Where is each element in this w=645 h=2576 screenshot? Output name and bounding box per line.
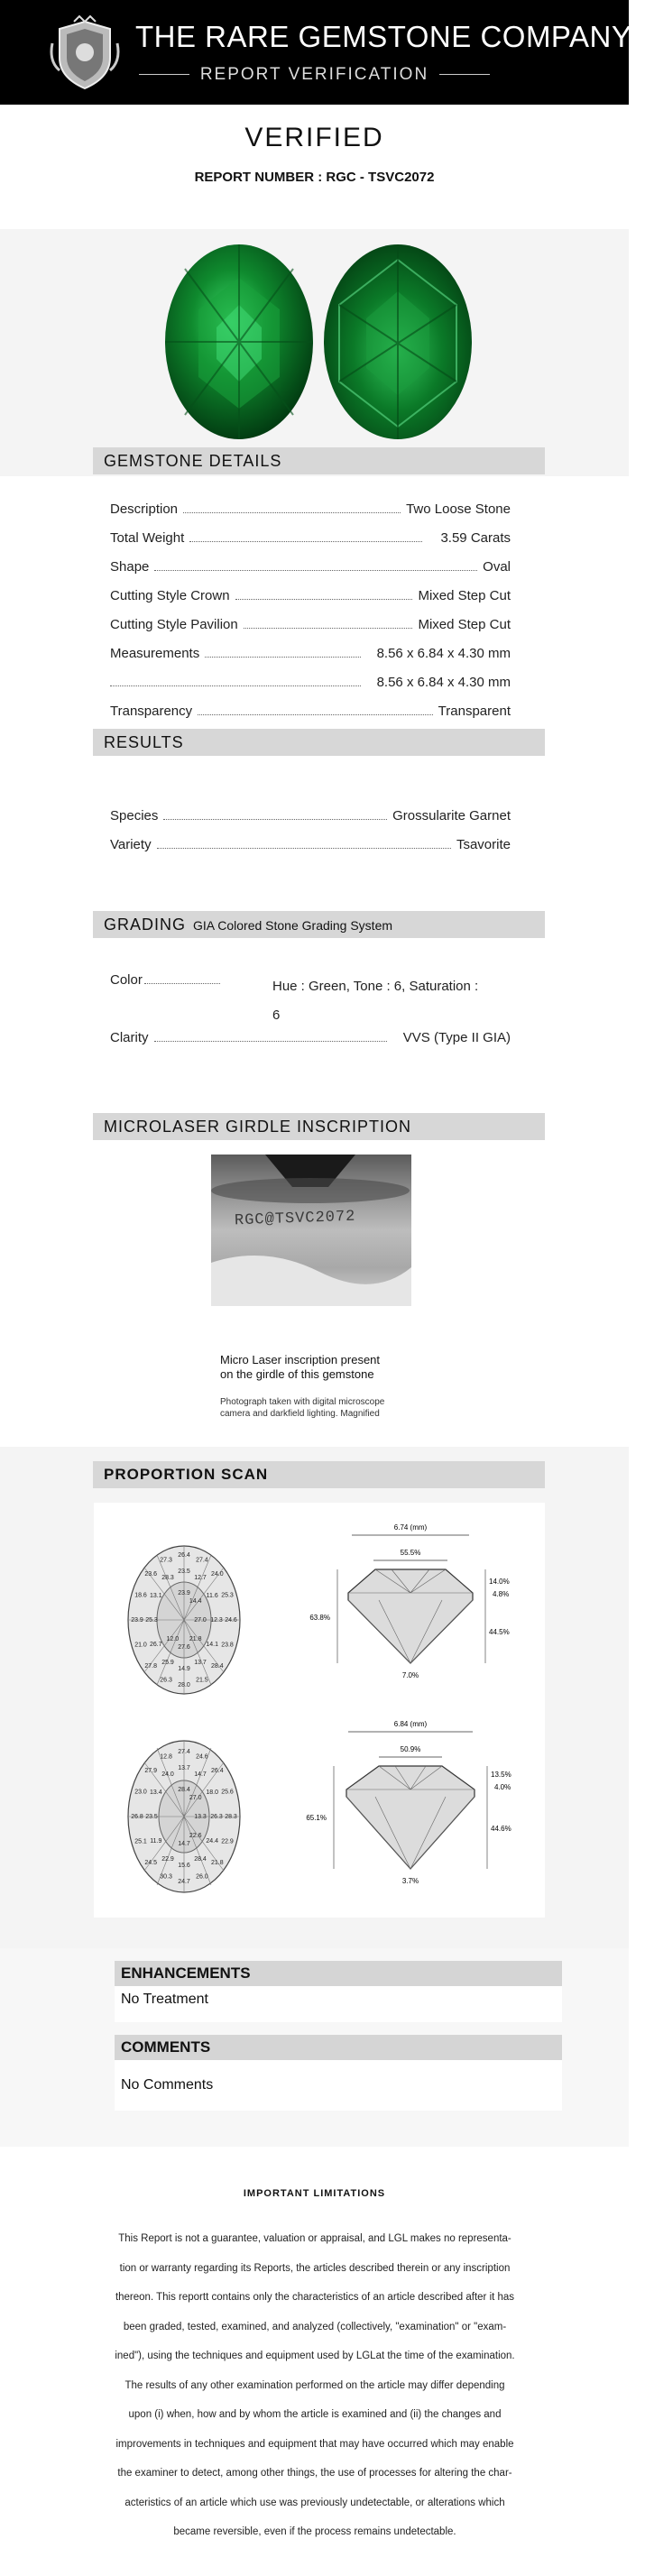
detail-row-cutting-pavilion: Cutting Style Pavilion Mixed Step Cut [110,617,511,632]
facet-angle-label: 14.4 [189,1597,202,1605]
microlaser-heading: MICROLASER GIRDLE INSCRIPTION [93,1113,545,1140]
microlaser-engraving-text: RGC@TSVC2072 [234,1208,356,1230]
microlaser-photo-note: Photograph taken with digital microscope camera and darkfield lighting. Magnified [220,1397,385,1419]
limitations-line: tion or warranty regarding its Reports, the articles described therein or any inscription [119,2262,511,2274]
limitations-line: acteristics of an article which use was previously undetectable, or alterations which [124,2497,505,2508]
facet-angle-label: 23.5 [178,1569,190,1575]
detail-row-measurements-2: 8.56 x 6.84 x 4.30 mm [110,675,511,696]
stone2-culet-label: 3.7% [401,1877,419,1885]
facet-angle-label: 22.6 [189,1833,202,1840]
grading-row-clarity: Clarity VVS (Type II GIA) [110,1030,511,1045]
facet-angle-label: 27.0 [194,1617,207,1624]
facet-angle-label: 26.0 [196,1873,208,1881]
facet-angle-label: 25.3 [145,1617,158,1624]
facet-angle-label: 12.3 [210,1617,223,1624]
facet-angle-label: 28.4 [210,1662,224,1670]
facet-angle-label: 24.0 [161,1771,174,1779]
results-row-variety: Variety Tsavorite [110,837,511,852]
facet-angle-label: 21.0 [134,1642,147,1649]
facet-angle-label: 26.4 [178,1552,190,1559]
facet-angle-label: 12.8 [160,1753,172,1761]
facet-angle-label: 25.6 [221,1789,234,1796]
report-number: REPORT NUMBER : RGC - TSVC2072 [194,170,435,185]
facet-angle-label: 25.3 [221,1592,234,1599]
facet-angle-label: 27.4 [196,1557,208,1564]
facet-angle-label: 28.4 [194,1855,207,1863]
detail-row-transparency: Transparency Transparent [110,704,511,719]
microlaser-inscription-photo [211,1155,411,1306]
facet-angle-label: 12.7 [194,1575,207,1582]
grading-color-label: Color [110,972,272,994]
detail-row-shape: Shape Oval [110,559,511,575]
limitations-text [106,2224,523,2547]
facet-angle-label: 23.9 [131,1617,143,1624]
facet-angle-label: 23.8 [221,1642,234,1649]
limitations-line: This Report is not a guarantee, valuation or appraisal, and LGL makes no representa- [118,2233,511,2244]
comments-value: No Comments [115,2060,562,2111]
detail-row-measurements: Measurements 8.56 x 6.84 x 4.30 mm [110,646,511,661]
facet-angle-label: 13.3 [194,1814,207,1820]
proportion-diagrams [94,1503,545,1918]
detail-row-cutting-crown: Cutting Style Crown Mixed Step Cut [110,588,511,603]
stone1-girdle-label: 4.8% [493,1590,510,1598]
facet-angle-label: 27.6 [178,1644,190,1651]
stone2-pavilion-label: 44.6% [491,1825,511,1833]
facet-angle-label: 11.9 [150,1838,162,1845]
limitations-line: the examiner to detect, among other things, the use of processes for altering the char- [117,2468,512,2479]
facet-angle-label: 24.4 [206,1838,219,1845]
facet-angle-label: 26.3 [160,1677,172,1684]
results-heading: RESULTS [93,729,545,756]
facet-angle-label: 26.3 [210,1814,223,1820]
facet-angle-label: 28.3 [225,1814,237,1820]
facet-angle-label: 27.8 [144,1662,158,1670]
gemstone-details-heading: GEMSTONE DETAILS [93,447,545,474]
facet-angle-label: 25.9 [161,1659,174,1666]
limitations-line: The results of any other examination performed on the article may differ depending [124,2379,505,2391]
limitations-line: been graded, tested, examined, and analyzed (collectively, "examination" or "exam- [123,2321,507,2332]
detail-row-total-weight: Total Weight 3.59 Carats [110,530,511,546]
facet-angle-label: 21.8 [210,1859,224,1866]
verified-status: VERIFIED [244,123,384,152]
report-verification-title: REPORT VERIFICATION [0,65,629,85]
detail-row-description: Description Two Loose Stone [110,501,511,517]
facet-angle-label: 24.5 [144,1859,158,1866]
facet-angle-label: 14.7 [194,1771,207,1779]
facet-angle-label: 15.6 [178,1863,190,1869]
limitations-line: upon (i) when, how and by whom the article is examined and (ii) the changes and [128,2409,502,2420]
facet-angle-label: 14.7 [178,1841,190,1847]
facet-angle-label: 23.6 [144,1571,158,1578]
facet-angle-label: 14.9 [178,1666,190,1672]
stone1-pavilion-label: 44.5% [489,1628,510,1636]
facet-angle-label: 13.7 [194,1659,207,1666]
company-name: THE RARE GEMSTONE COMPANY ™ [135,20,645,53]
facet-angle-label: 27.0 [189,1794,202,1801]
grading-color-value: Hue : Green, Tone : 6, Saturation : 6 [272,979,479,1023]
stone2-width-label: 6.84 (mm) [393,1720,428,1728]
microlaser-caption: Micro Laser inscription present on the girdle of this gemstone [220,1353,381,1381]
facet-angle-label: 27.4 [178,1749,190,1755]
limitations-heading: IMPORTANT LIMITATIONS [243,2188,386,2199]
limitations-line: became reversible, even if the process remains undetectable. [173,2526,456,2537]
facet-angle-label: 23.0 [134,1789,147,1796]
facet-angle-label: 26.7 [149,1642,162,1648]
grading-heading: GRADING GIA Colored Stone Grading System [93,911,545,938]
facet-angle-label: 26.4 [210,1768,224,1775]
stone1-culet-label: 7.0% [401,1671,419,1679]
enhancements-value: No Treatment [115,1986,562,2022]
facet-angle-label: 24.0 [210,1571,224,1578]
facet-angle-label: 23.5 [145,1814,158,1820]
facet-angle-label: 28.0 [178,1682,190,1688]
proportion-heading: PROPORTION SCAN [93,1461,545,1488]
facet-angle-label: 18.0 [206,1789,219,1796]
stone2-crown-label: 13.5% [491,1771,511,1779]
stone1-table-label: 55.5% [400,1549,421,1557]
stone2-table-label: 50.9% [400,1745,421,1753]
facet-angle-label: 24.6 [196,1753,208,1761]
enhancements-heading: ENHANCEMENTS [115,1961,562,1986]
facet-angle-label: 21.5 [196,1677,208,1684]
stone1-crown-label: 14.0% [489,1578,510,1586]
stone2-girdle-label: 4.0% [494,1783,511,1791]
facet-angle-label: 14.1 [206,1642,219,1648]
facet-angle-label: 21.8 [189,1636,202,1643]
facet-angle-label: 28.3 [161,1575,174,1582]
comments-heading: COMMENTS [115,2035,562,2060]
facet-angle-label: 11.6 [206,1593,218,1599]
gemstone-image-right [321,242,475,442]
gemstone-image-left [162,242,316,442]
limitations-line: improvements in techniques and equipment that may have occurred which may enable [115,2438,514,2450]
facet-angle-label: 27.9 [144,1768,158,1775]
facet-angle-label: 13.1 [149,1593,162,1599]
stone1-depth-label: 63.8% [309,1614,330,1622]
facet-angle-label: 26.8 [131,1814,143,1820]
facet-angle-label: 28.4 [178,1787,190,1793]
limitations-line: thereon. This reportt contains only the characteristics of an article described after it has [115,2292,515,2303]
facet-angle-label: 13.4 [149,1789,162,1796]
facet-angle-label: 27.3 [160,1557,172,1564]
facet-angle-label: 22.9 [161,1855,174,1863]
facet-angle-label: 18.6 [134,1592,147,1599]
facet-angle-label: 22.9 [221,1838,234,1845]
stone2-depth-label: 65.1% [306,1814,327,1822]
facet-angle-label: 12.0 [166,1636,180,1643]
facet-angle-label: 24.7 [178,1879,190,1885]
facet-angle-label: 30.3 [160,1873,172,1881]
facet-angle-label: 23.9 [178,1590,190,1596]
results-row-species: Species Grossularite Garnet [110,808,511,823]
facet-angle-label: 25.1 [134,1838,147,1845]
facet-angle-label: 13.7 [178,1765,190,1771]
stone1-width-label: 6.74 (mm) [393,1523,428,1532]
limitations-line: ined"), using the techniques and equipment used by LGLat the time of the examination. [115,2351,515,2361]
facet-angle-label: 24.6 [225,1617,237,1624]
